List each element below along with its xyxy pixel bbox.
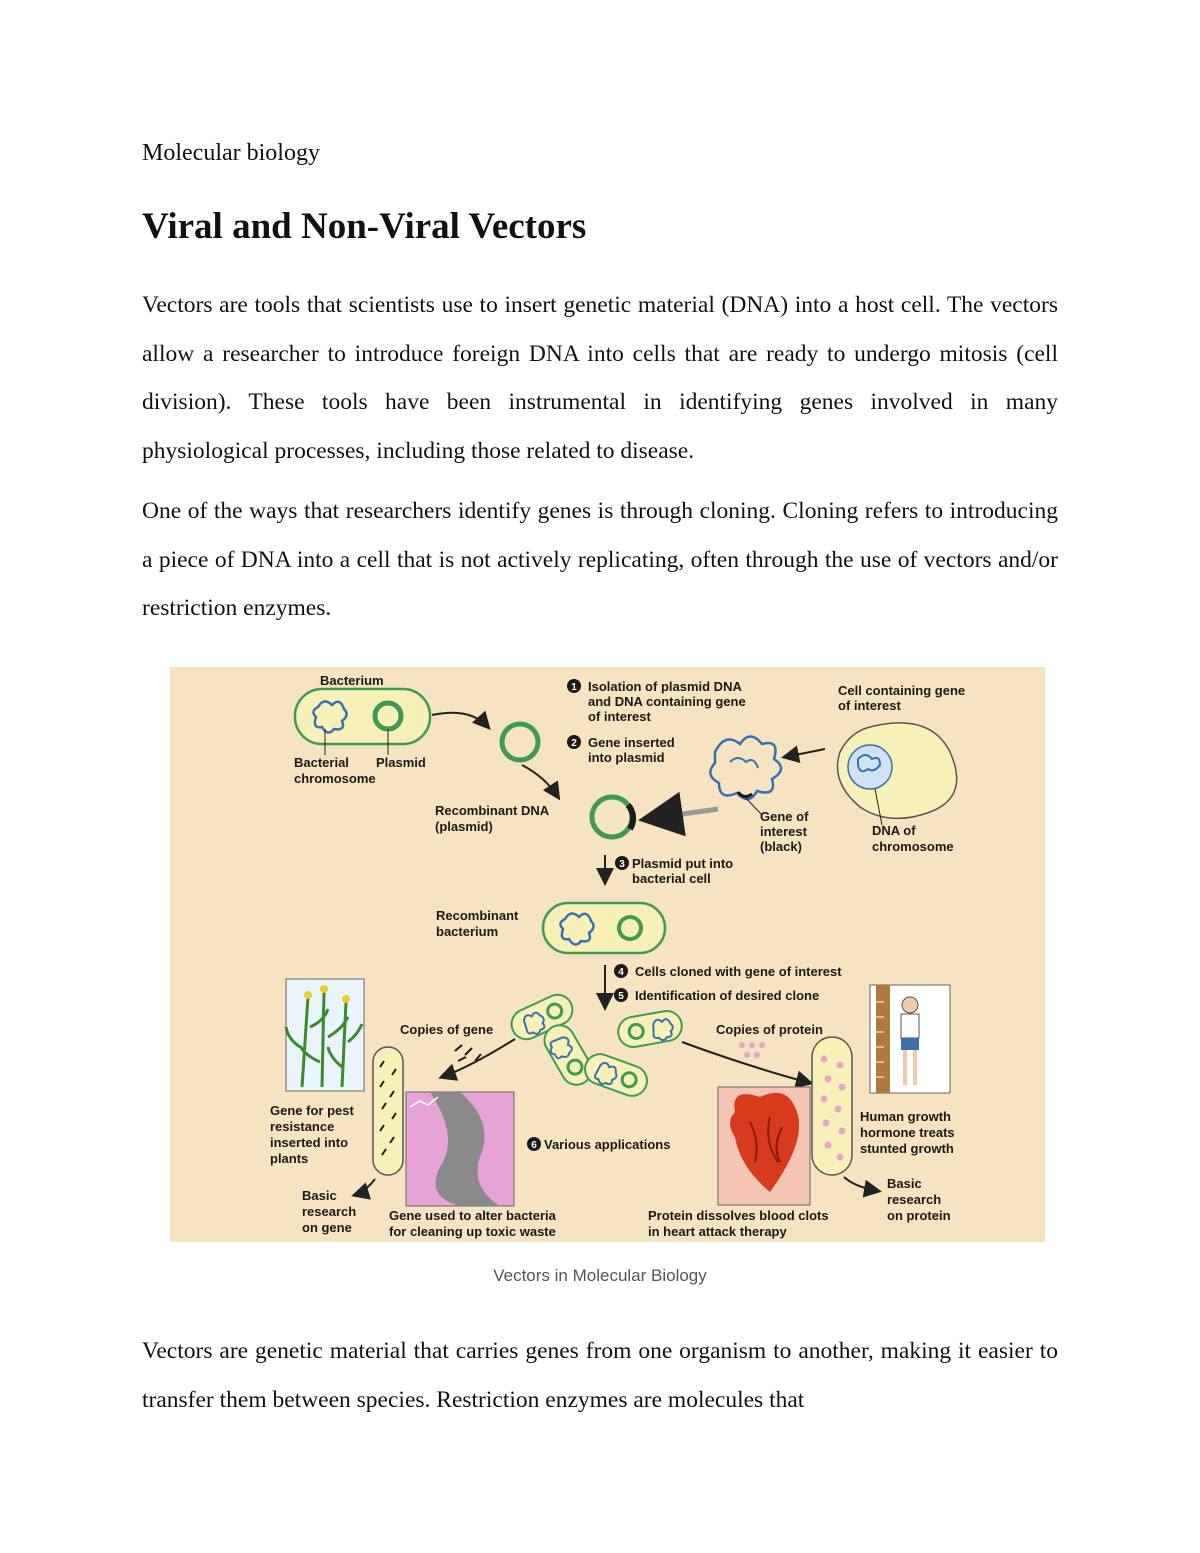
donor-cell-illustration	[838, 723, 957, 825]
step-6-number: 6	[531, 1140, 537, 1151]
growth-height-illustration	[870, 985, 950, 1093]
protein-copies-icon	[739, 1042, 765, 1058]
heart-illustration	[718, 1087, 810, 1205]
label-gene-of-interest-c: (black)	[760, 839, 802, 854]
vectors-figure	[170, 667, 1045, 1242]
label-bacterium: Bacterium	[320, 673, 384, 688]
label-plasmid: Plasmid	[376, 755, 426, 770]
label-toxic-a: Gene used to alter bacteria	[389, 1208, 556, 1223]
cloned-bacteria-illustration	[507, 990, 684, 1100]
step-3-number: 3	[619, 859, 625, 870]
label-hgh-a: Human growth	[860, 1109, 951, 1124]
document-subject: Molecular biology	[142, 140, 320, 166]
paragraph-2: One of the ways that researchers identify genes is through cloning. Cloning refers to introducing a piece of DNA into a cell that is not actively replicating, often through the use of vectors and/or restriction enzymes.	[142, 498, 1058, 621]
step-5-number: 5	[618, 991, 624, 1002]
bacterium-illustration	[295, 689, 430, 755]
label-basic-gene-c: on gene	[302, 1220, 352, 1235]
label-recombinant-dna-a: Recombinant DNA	[435, 803, 550, 818]
step-2-number: 2	[571, 738, 577, 749]
paragraph-1: Vectors are tools that scientists use to insert genetic material (DNA) into a host cell. The vectors allow a researcher to introduce foreign DNA into cells that are ready to undergo mitosis (cell division). These tools have been instrumental in identifying genes involved in many physiological processes, including those related to disease.	[142, 292, 1058, 464]
label-cell-gene-b: of interest	[838, 698, 901, 713]
label-step-2-a: Gene inserted	[588, 735, 675, 750]
label-basic-gene-a: Basic	[302, 1188, 337, 1203]
label-basic-protein-a: Basic	[887, 1176, 922, 1191]
isolated-plasmid-icon	[502, 724, 538, 760]
step-1-number: 1	[571, 682, 577, 693]
gene-copies-icon	[455, 1045, 481, 1061]
label-copies-gene: Copies of gene	[400, 1022, 494, 1037]
label-step-1-a: Isolation of plasmid DNA	[588, 679, 742, 694]
label-gene-of-interest-a: Gene of	[760, 809, 809, 824]
label-copies-protein: Copies of protein	[716, 1022, 823, 1037]
dna-strands-icon	[710, 737, 781, 800]
label-bacterial-chromosome-1: Bacterial	[294, 755, 349, 770]
label-cell-gene-a: Cell containing gene	[838, 683, 966, 698]
label-step-6: Various applications	[544, 1137, 671, 1152]
label-recombinant-bacterium-a: Recombinant	[436, 908, 519, 923]
label-step-2-b: into plasmid	[588, 750, 665, 765]
label-toxic-b: for cleaning up toxic waste	[389, 1224, 556, 1239]
label-pest-d: plants	[270, 1151, 309, 1166]
label-step-5: Identification of desired clone	[635, 988, 820, 1003]
label-pest-b: resistance	[270, 1119, 335, 1134]
paragraph-3: Vectors are genetic material that carries genes from one organism to another, making it easier to transfer them between species. Restriction enzymes are molecules that	[142, 1338, 1058, 1413]
label-gene-of-interest-b: interest	[760, 824, 807, 839]
label-dna-chromosome-a: DNA of	[872, 823, 916, 838]
label-recombinant-bacterium-b: bacterium	[436, 924, 499, 939]
label-pest-a: Gene for pest	[270, 1103, 354, 1118]
label-basic-protein-b: research	[887, 1192, 942, 1207]
vectors-diagram	[170, 667, 1045, 1242]
label-bacterial-chromosome-2: chromosome	[294, 771, 376, 786]
label-basic-protein-c: on protein	[887, 1208, 951, 1223]
protein-test-tube-icon	[812, 1037, 852, 1175]
document-title: Viral and Non-Viral Vectors	[142, 206, 587, 247]
label-step-1-c: of interest	[588, 709, 651, 724]
label-step-3-b: bacterial cell	[632, 871, 711, 886]
label-dna-chromosome-b: chromosome	[872, 839, 954, 854]
label-basic-gene-b: research	[302, 1204, 357, 1219]
corn-plants-illustration	[286, 979, 364, 1091]
label-step-3-a: Plasmid put into	[632, 856, 734, 871]
recombinant-plasmid-icon	[592, 797, 632, 837]
toxic-waste-illustration	[406, 1092, 514, 1206]
figure-caption: Vectors in Molecular Biology	[493, 1266, 707, 1285]
label-step-1-b: and DNA containing gene	[588, 694, 746, 709]
label-hgh-b: hormone treats	[860, 1125, 955, 1140]
label-clots-b: in heart attack therapy	[648, 1224, 787, 1239]
label-pest-c: inserted into	[270, 1135, 349, 1150]
gene-test-tube-icon	[373, 1047, 403, 1175]
step-4-number: 4	[618, 967, 624, 978]
label-hgh-c: stunted growth	[860, 1141, 954, 1156]
label-clots-a: Protein dissolves blood clots	[648, 1208, 829, 1223]
label-step-4: Cells cloned with gene of interest	[635, 964, 842, 979]
recombinant-bacterium-illustration	[543, 903, 665, 953]
label-recombinant-dna-b: (plasmid)	[435, 819, 493, 834]
